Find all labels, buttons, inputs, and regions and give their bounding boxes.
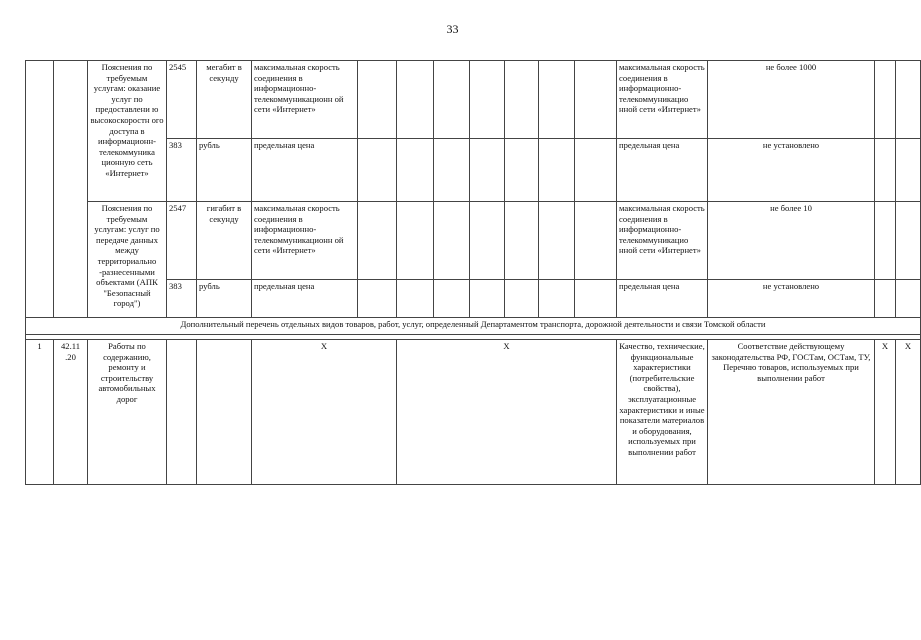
characteristic-name: максимальная скорость соединения в информационно- телекоммуникационн ой сети «Интернет»	[252, 61, 358, 139]
table-row	[26, 340, 921, 485]
characteristic-value: не более 10	[708, 202, 875, 280]
characteristic-value: не установлено	[708, 139, 875, 202]
item-name: Работы по содержанию, ремонту и строительству автомобильных дорог	[88, 340, 167, 485]
unit-name: гигабит в секунду	[197, 202, 252, 280]
characteristic-name: предельная цена	[252, 139, 358, 202]
unit-name: мегабит в секунду	[197, 61, 252, 139]
unit-name: рубль	[197, 280, 252, 318]
service-description-a: Пояснения по требуемым услугам: оказание услуг по предоставлени ю высокоскоростн ого доступа в информационн- телекоммуника ционную сеть «Интернет»	[88, 61, 167, 202]
empty-cell	[54, 61, 88, 318]
row-number: 1	[26, 340, 54, 485]
service-description-b: Пояснения по требуемым услугам: услуг по передаче данных между территориально -разнесенными объектами (АПК "Безопасный город")	[88, 202, 167, 318]
section-row	[26, 318, 921, 335]
characteristic-value: не установлено	[708, 280, 875, 318]
unit-name: рубль	[197, 139, 252, 202]
characteristics-value: Соответствие действующему законодательства РФ, ГОСТам, ОСТам, ТУ, Перечню товаров, используемых при выполнении работ	[708, 340, 875, 485]
characteristics-text: Качество, технические, функциональные характеристики (потребительские свойства), эксплуатационные характеристики и иные показатели материалов и оборудования, используемых при выполнении работ	[617, 340, 708, 485]
unit-code: 2547	[167, 202, 197, 280]
characteristic-name-approved: максимальная скорость соединения в информационно- телекоммуникацио нной сети «Интернет»	[617, 61, 708, 139]
characteristic-name-approved: предельная цена	[617, 280, 708, 318]
okpd-code: 42.11 .20	[54, 340, 88, 485]
unit-code: 2545	[167, 61, 197, 139]
page-number: 33	[446, 22, 459, 36]
empty-cell	[26, 61, 54, 318]
characteristic-name-approved: предельная цена	[617, 139, 708, 202]
characteristic-name-approved: максимальная скорость соединения в информационно- телекоммуникацио нной сети «Интернет»	[617, 202, 708, 280]
characteristic-value: не более 1000	[708, 61, 875, 139]
section-title: Дополнительный перечень отдельных видов товаров, работ, услуг, определенный Департаментом транспорта, дорожной деятельности и связи Томской области	[26, 318, 921, 335]
x-mark: X	[397, 340, 617, 485]
requirements-table	[25, 60, 921, 485]
characteristic-name: предельная цена	[252, 280, 358, 318]
x-mark: X	[896, 340, 921, 485]
unit-code: 383	[167, 280, 197, 318]
table-row	[26, 202, 921, 280]
x-mark: X	[875, 340, 896, 485]
table-row	[26, 61, 921, 139]
unit-code: 383	[167, 139, 197, 202]
x-mark: X	[252, 340, 397, 485]
characteristic-name: максимальная скорость соединения в информационно- телекоммуникационн ой сети «Интернет»	[252, 202, 358, 280]
